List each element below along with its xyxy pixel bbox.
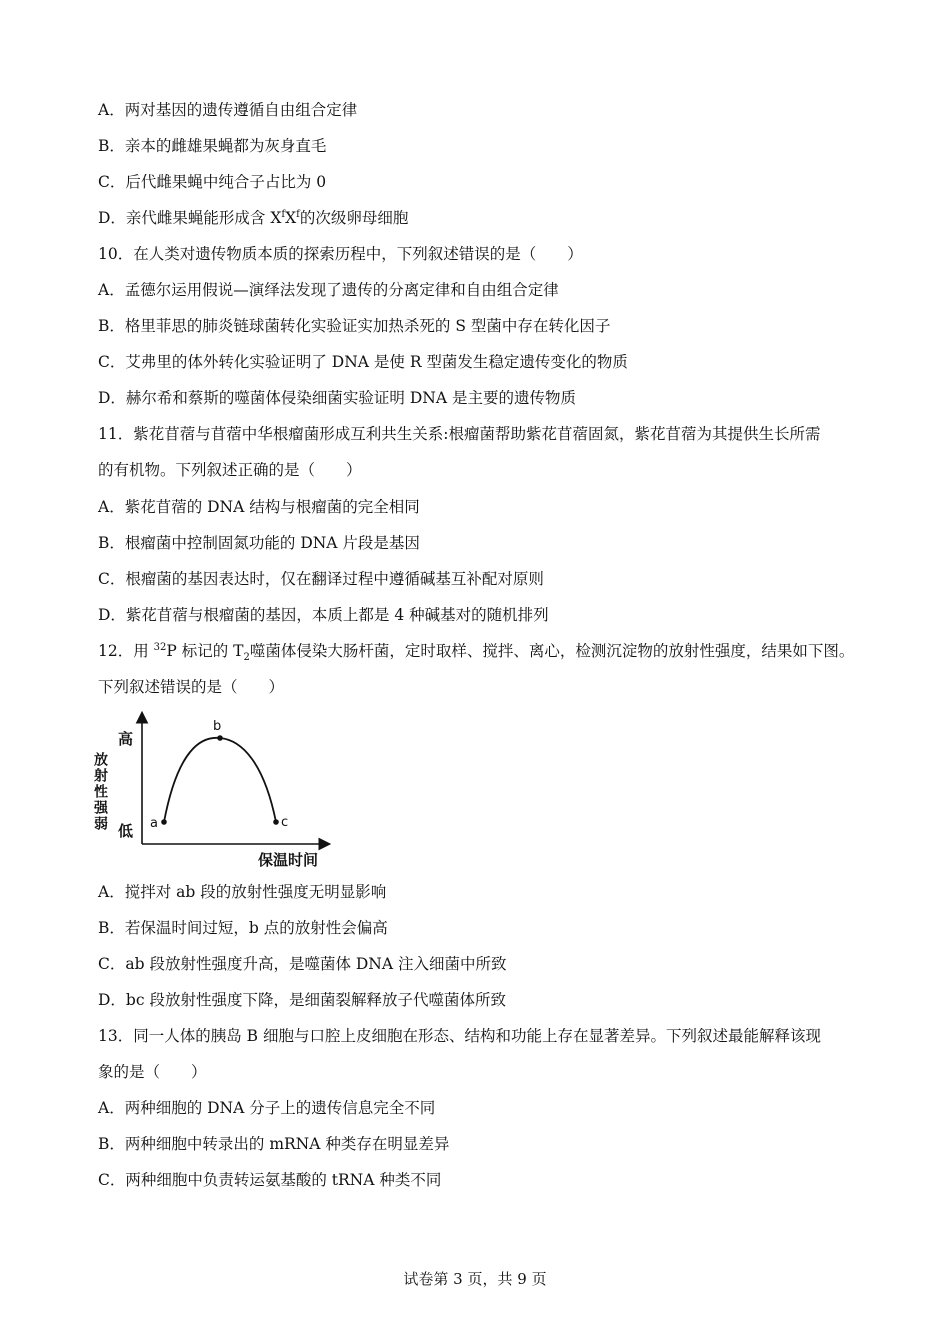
point-a (161, 819, 167, 825)
q9-option-d-text-2: X (285, 209, 297, 227)
q13-option-a: A．两种细胞的 DNA 分子上的遗传信息完全不同 (98, 1099, 436, 1117)
q9-option-c: C．后代雌果蝇中纯合子占比为 0 (98, 173, 327, 191)
q12-stem-text-2: P 标记的 T (166, 642, 244, 660)
q9-option-a: A．两对基因的遗传遵循自由组合定律 (98, 101, 358, 119)
q10-option-d: D．赫尔希和蔡斯的噬菌体侵染细菌实验证明 DNA 是主要的遗传物质 (98, 389, 576, 407)
point-c-label: c (281, 815, 289, 830)
q12-stem-sup: 32 (153, 641, 167, 653)
q12-option-b: B．若保温时间过短，b 点的放射性会偏高 (98, 919, 388, 937)
q9-option-d-sup-1: f (281, 208, 286, 220)
q12-stem-sub: 2 (243, 652, 250, 664)
q10-option-b: B．格里菲思的肺炎链球菌转化实验证实加热杀死的 S 型菌中存在转化因子 (98, 317, 611, 335)
q12-stem-line-2: 下列叙述错误的是（ ） (98, 678, 285, 696)
q12-option-d: D．bc 段放射性强度下降，是细菌裂解释放子代噬菌体所致 (98, 991, 506, 1009)
q10-option-c: C．艾弗里的体外转化实验证明了 DNA 是使 R 型菌发生稳定遗传变化的物质 (98, 353, 628, 371)
y-axis-title: 放射性强弱 (92, 752, 108, 832)
q12-stem-line-1 (98, 641, 855, 664)
point-a-label: a (150, 816, 158, 831)
q11-option-c: C．根瘤菌的基因表达时，仅在翻译过程中遵循碱基互补配对原则 (98, 570, 544, 588)
q9-option-b: B．亲本的雌雄果蝇都为灰身直毛 (98, 137, 327, 155)
q12-option-a: A．搅拌对 ab 段的放射性强度无明显影响 (98, 883, 387, 901)
point-b (217, 735, 223, 741)
q13-option-b: B．两种细胞中转录出的 mRNA 种类存在明显差异 (98, 1135, 450, 1153)
q12-stem-text-1: 12．用 (98, 642, 154, 660)
x-axis-title: 保温时间 (258, 851, 319, 869)
y-axis-low-label: 低 (118, 822, 134, 840)
q9-option-d-text-1: D．亲代雌果蝇能形成含 X (98, 209, 282, 227)
point-b-label: b (213, 719, 222, 734)
radioactivity-curve (164, 738, 276, 822)
q9-option-d-text-3: 的次级卵母细胞 (299, 209, 409, 227)
q11-option-b: B．根瘤菌中控制固氮功能的 DNA 片段是基因 (98, 534, 420, 552)
q12-stem-text-3: 噬菌体侵染大肠杆菌，定时取样、搅拌、离心，检测沉淀物的放射性强度，结果如下图。 (249, 642, 855, 660)
radioactivity-graph (92, 708, 346, 873)
q11-option-a: A．紫花苜蓿的 DNA 结构与根瘤菌的完全相同 (98, 498, 420, 516)
q12-option-c: C．ab 段放射性强度升高，是噬菌体 DNA 注入细菌中所致 (98, 955, 507, 973)
q9-option-d (98, 208, 408, 228)
q10-stem: 10．在人类对遗传物质本质的探索历程中，下列叙述错误的是（ ） (98, 245, 583, 263)
point-c (273, 819, 279, 825)
q11-option-d: D．紫花苜蓿与根瘤菌的基因，本质上都是 4 种碱基对的随机排列 (98, 606, 549, 624)
q11-stem-line-1: 11．紫花苜蓿与苜蓿中华根瘤菌形成互利共生关系:根瘤菌帮助紫花苜蓿固氮，紫花苜蓿为其提供生长所需 (98, 425, 821, 443)
page-footer: 试卷第 3 页，共 9 页 (403, 1270, 547, 1288)
y-axis-high-label: 高 (118, 730, 134, 748)
q13-option-c: C．两种细胞中负责转运氨基酸的 tRNA 种类不同 (98, 1171, 442, 1189)
q13-stem-line-2: 象的是（ ） (98, 1063, 207, 1081)
q11-stem-line-2: 的有机物。下列叙述正确的是（ ） (98, 461, 362, 479)
q9-option-d-sup-2: f (296, 208, 300, 220)
q10-option-a: A．孟德尔运用假说—演绎法发现了遗传的分离定律和自由组合定律 (98, 281, 559, 299)
q13-stem-line-1: 13．同一人体的胰岛 B 细胞与口腔上皮细胞在形态、结构和功能上存在显著差异。下列叙述最能解释该现 (98, 1027, 821, 1045)
